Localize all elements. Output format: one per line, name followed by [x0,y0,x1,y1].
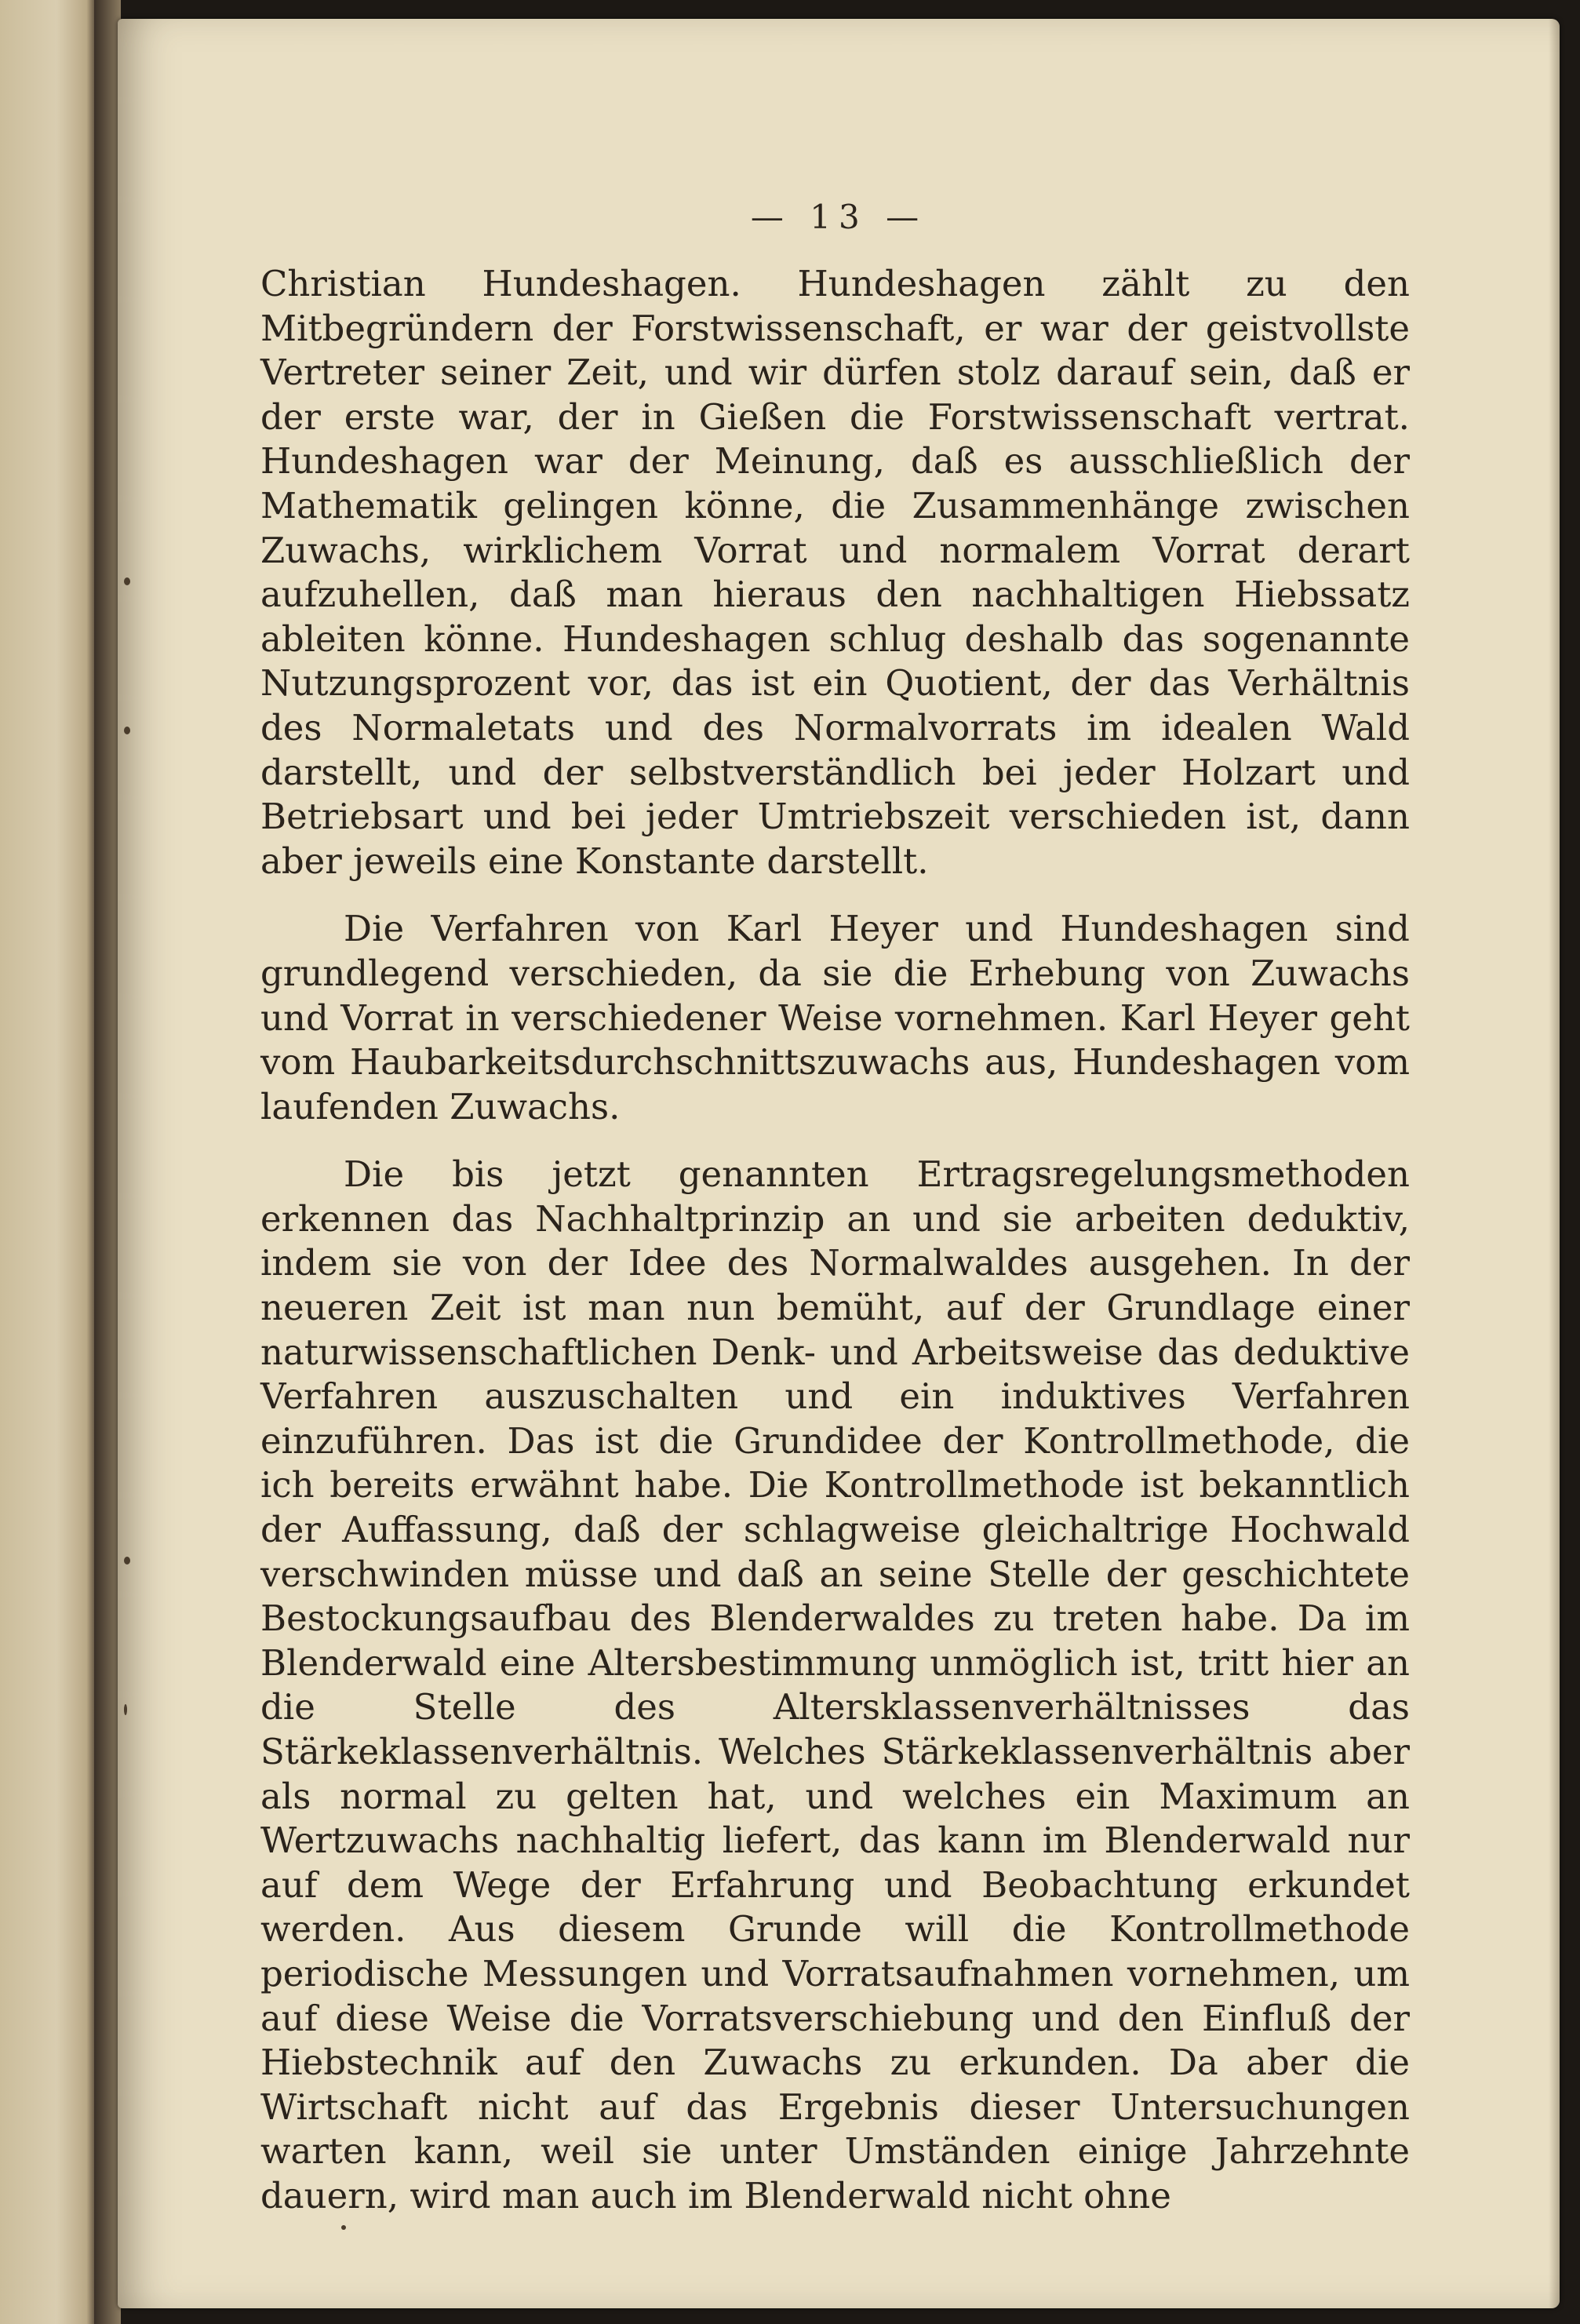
page-speck [341,2225,346,2230]
margin-speck [124,727,130,734]
page [118,19,1560,2308]
paragraph-3: Die bis jetzt genannten Ertragsregelungsmethoden erkennen das Nachhaltprinzip an und sie arbeiten deduktiv, indem sie von der Idee des Normalwaldes ausgehen. In der neueren Zeit ist man nun bemüht, auf der Grundlage einer naturwissenschaftlichen Denk- und Arbeitsweise das deduktive Verfahren auszuschalten und ein induktives Verfahren einzuführen. Das ist die Grundidee der Kontrollmethode, die ich bereits erwähnt habe. Die Kontrollmethode ist bekanntlich der Auffassung, daß der schlagweise gleichaltrige Hochwald verschwinden müsse und daß an seine Stelle der geschichtete Bestockungsaufbau des Blenderwaldes zu treten habe. Da im Blenderwald eine Altersbestimmung unmöglich ist, tritt hier an die Stelle des Altersklassenverhältnisses das Stärkeklassenverhältnis. Welches Stärkeklassenverhältnis aber als normal zu gelten hat, und welches ein Maximum an Wertzuwachs nachhaltig liefert, das kann im Blenderwald nur auf dem Wege der Erfahrung und Beobachtung erkundet werden. Aus diesem Grunde will die Kontrollmethode periodische Messungen und Vorratsaufnahmen vornehmen, um auf diese Weise die Vorratsverschiebung und den Einfluß der Hiebstechnik auf den Zuwachs zu erkunden. Da aber die Wirtschaft nicht auf das Ergebnis dieser Untersuchungen warten kann, weil sie unter Umständen einige Jahrzehnte dauern, wird man auch im Blenderwald nicht ohne [260,1153,1410,2217]
margin-speck [124,577,130,585]
body-text [260,262,1410,2219]
paragraph-1: Christian Hundeshagen. Hundeshagen zählt zu den Mitbegründern der Forstwissenschaft, er war der geistvollste Vertreter seiner Zeit, und wir dürfen stolz darauf sein, daß er der erste war, der in Gießen die Forstwissenschaft vertrat. Hundeshagen war der Meinung, daß es ausschließlich der Mathematik gelingen könne, die Zusammenhänge zwischen Zuwachs, wirklichem Vorrat und normalem Vorrat derart aufzuhellen, daß man hieraus den nachhaltigen Hiebssatz ableiten könne. Hundeshagen schlug deshalb das sogenannte Nutzungsprozent vor, das ist ein Quotient, der das Verhältnis des Normaletats und des Normalvorrats im idealen Wald darstellt, und der selbstverständlich bei jeder Holzart und Betriebsart und bei jeder Umtriebszeit verschieden ist, dann aber jeweils eine Konstante darstellt. [260,263,1410,882]
book-gutter [94,0,121,2324]
page-number: — 13 — [750,198,927,236]
margin-speck [124,1704,127,1715]
margin-speck [124,1557,130,1565]
left-page-edge [0,0,94,2324]
paragraph-2: Die Verfahren von Karl Heyer und Hundeshagen sind grundlegend verschieden, da sie die Erhebung von Zuwachs und Vorrat in verschiedener Weise vornehmen. Karl Heyer geht vom Haubarkeitsdurchschnittszuwachs aus, Hundeshagen vom laufenden Zuwachs. [260,908,1410,1127]
